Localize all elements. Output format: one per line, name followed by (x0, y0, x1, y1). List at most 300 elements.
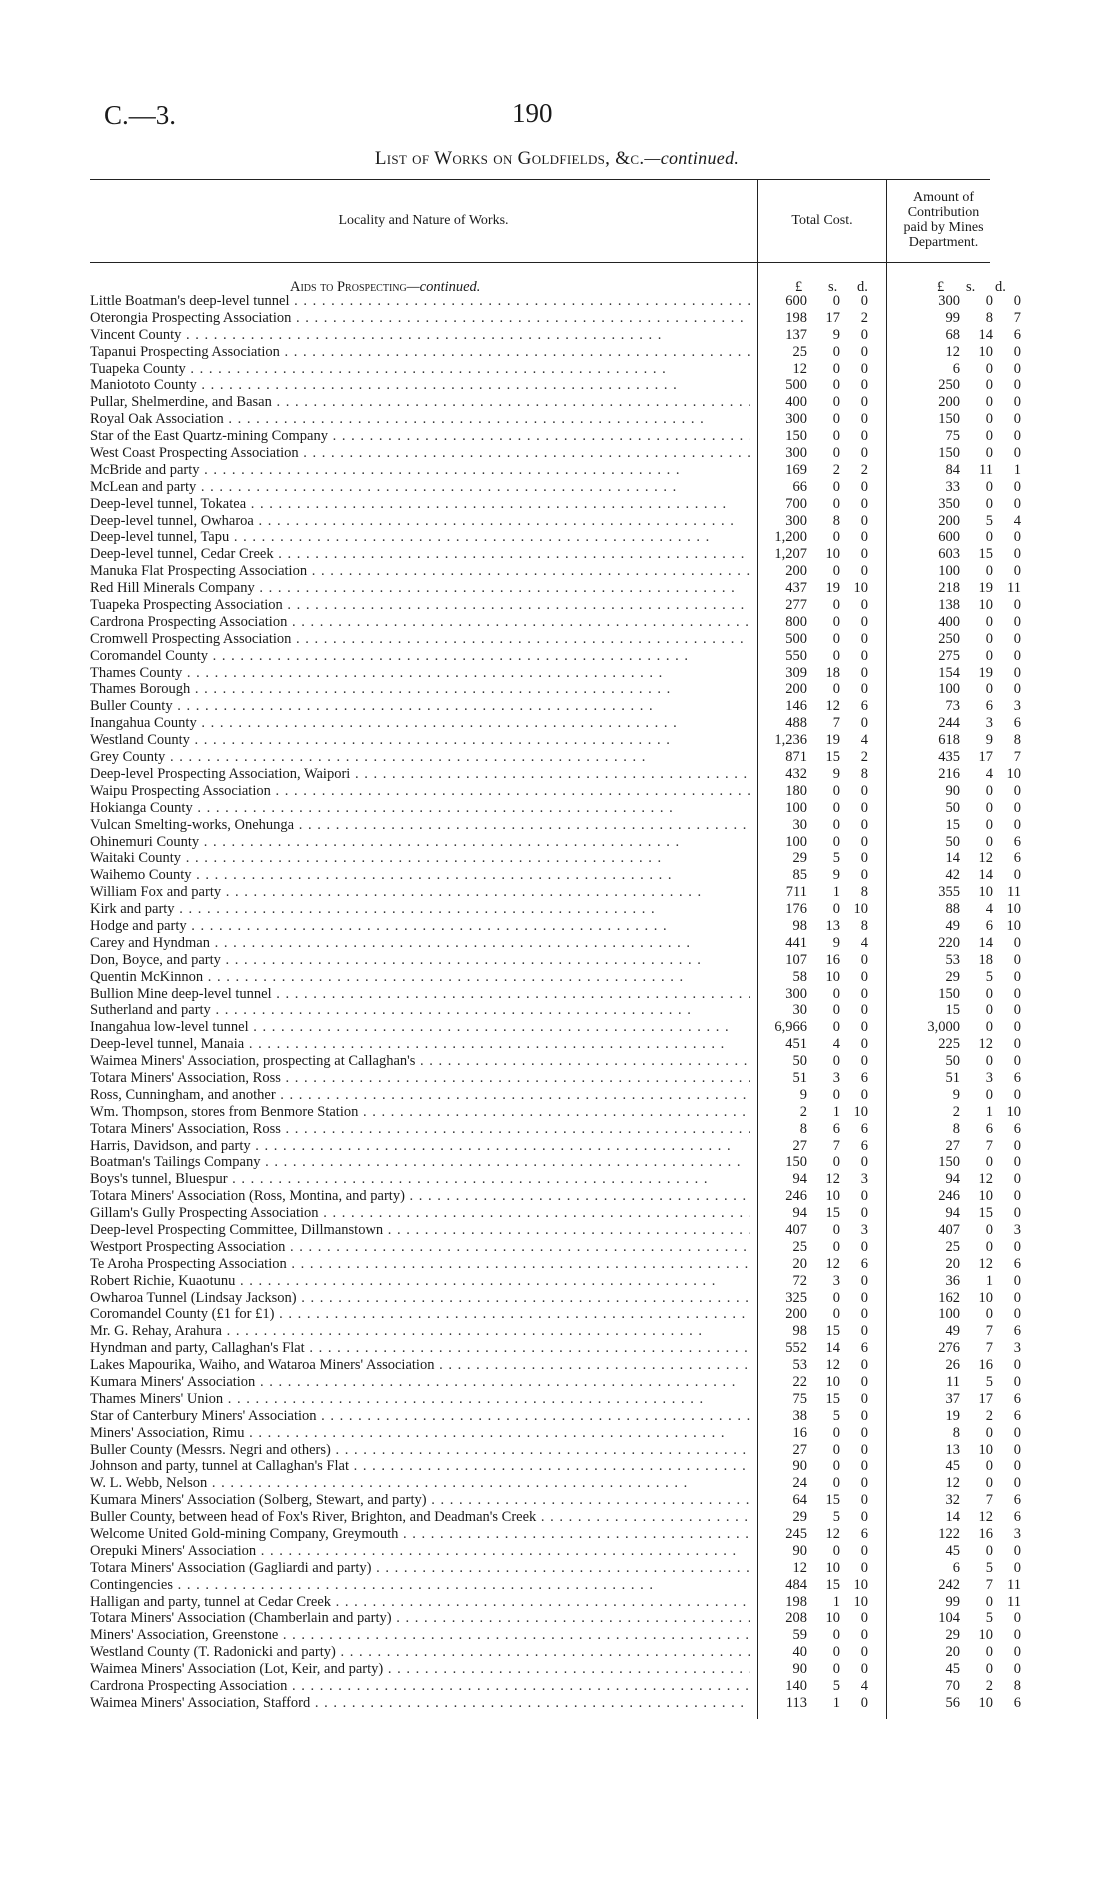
contribution-shillings: 0 (985, 681, 993, 698)
total-shillings: 10 (825, 1374, 840, 1390)
total-shilling-unit: s. (828, 279, 838, 295)
contribution-shillings: 3 (985, 1069, 993, 1086)
contribution-pence: 0 (1013, 1036, 1021, 1053)
contribution-pounds: 45 (945, 1458, 960, 1475)
total-pence: 10 (853, 1576, 868, 1593)
work-description: Orepuki Miners' Association . . (90, 1543, 750, 1560)
total-shillings: 0 (832, 1627, 840, 1644)
total-pence: 6 (860, 1255, 868, 1272)
work-description: Buller County . . (90, 698, 750, 715)
contribution-shillings: 0 (985, 1424, 993, 1441)
contribution-pounds: 100 (938, 563, 960, 580)
table-row (90, 1610, 1021, 1627)
contribution-shillings: 6 (985, 1120, 993, 1137)
table-row (90, 968, 1021, 986)
table-row (90, 326, 1021, 344)
contribution-pence: 0 (1013, 1610, 1021, 1627)
contribution-pence: 3 (1013, 1340, 1021, 1357)
table-row (90, 1154, 1021, 1171)
total-shillings: 3 (832, 1069, 840, 1086)
total-shillings: 12 (825, 1171, 840, 1188)
table-row (90, 529, 1021, 546)
contribution-pounds: 50 (945, 799, 960, 816)
contribution-pounds: 45 (945, 1542, 960, 1559)
contribution-pounds: 154 (938, 664, 960, 681)
total-shillings: 0 (832, 597, 840, 614)
contribution-pence: 4 (1013, 512, 1021, 529)
total-pounds: 484 (785, 1576, 807, 1593)
work-description: Waimea Miners' Association (Lot, Keir, and party) . . (90, 1661, 750, 1678)
total-pence: 0 (860, 968, 868, 985)
total-shillings: 12 (825, 1526, 840, 1543)
table-row (90, 934, 1021, 952)
work-description: Johnson and party, tunnel at Callaghan's Flat . . (90, 1458, 750, 1475)
work-description: Red Hill Minerals Company . . (90, 580, 750, 597)
contribution-pounds: 19 (945, 1407, 960, 1424)
total-pounds: 90 (792, 1542, 807, 1559)
table-row (90, 546, 1021, 563)
work-description: Westport Prospecting Association . . (90, 1239, 750, 1256)
contribution-pounds: 56 (945, 1694, 960, 1711)
contribution-pounds: 150 (938, 1154, 960, 1171)
contribution-shillings: 0 (985, 293, 993, 309)
total-pence: 0 (860, 1407, 868, 1424)
contribution-pounds: 150 (938, 445, 960, 462)
table-row (90, 765, 1021, 783)
contribution-pounds: 2 (952, 1103, 960, 1120)
total-pence: 0 (860, 613, 868, 630)
total-pence: 0 (860, 563, 868, 580)
work-description: Manuka Flat Prospecting Association . . (90, 563, 750, 580)
total-shillings: 10 (825, 546, 840, 563)
contribution-shillings: 19 (978, 664, 993, 681)
table-row (90, 985, 1021, 1003)
total-pence: 6 (860, 698, 868, 715)
total-pence: 10 (853, 580, 868, 597)
contribution-pence: 10 (1006, 901, 1021, 918)
total-pounds: 9 (799, 1086, 807, 1103)
total-pounds: 277 (785, 597, 807, 614)
contribution-pence: 0 (1013, 1627, 1021, 1644)
contribution-shillings: 4 (985, 765, 993, 782)
total-shillings: 0 (832, 816, 840, 833)
total-pounds: 113 (785, 1694, 807, 1711)
work-description: Vincent County . . (90, 327, 750, 344)
total-pence: 8 (860, 917, 868, 934)
table-row (90, 1120, 1021, 1138)
work-description: Welcome United Gold-mining Company, Greymouth . . (90, 1526, 750, 1543)
total-shillings: 9 (832, 765, 840, 782)
total-shillings: 0 (832, 1154, 840, 1171)
total-pounds: 22 (792, 1374, 807, 1390)
contribution-pounds: 603 (938, 546, 960, 563)
total-shillings: 18 (825, 664, 840, 681)
contribution-pounds: 300 (938, 293, 960, 309)
total-pounds: 437 (785, 580, 807, 597)
contribution-shillings: 0 (985, 1002, 993, 1019)
total-pence: 0 (860, 1272, 868, 1289)
total-pence: 10 (853, 1103, 868, 1120)
work-description: Buller County, between head of Fox's River, Brighton, and Deadman's Creek . . (90, 1509, 750, 1526)
contribution-pounds: 70 (945, 1678, 960, 1695)
total-pounds: 500 (785, 630, 807, 647)
contribution-pence: 6 (1013, 326, 1021, 343)
contribution-pence: 0 (1013, 428, 1021, 445)
contribution-pence: 0 (1013, 647, 1021, 664)
total-shillings: 1 (832, 1103, 840, 1120)
work-description: Star of the East Quartz-mining Company . . (90, 428, 750, 445)
contribution-pence: 0 (1013, 563, 1021, 580)
contribution-shillings: 2 (985, 1407, 993, 1424)
table-row (90, 1390, 1021, 1408)
work-description: Inangahua County . . (90, 715, 750, 732)
contribution-pounds: 15 (945, 1002, 960, 1019)
contribution-pence: 10 (1006, 917, 1021, 934)
total-shillings: 0 (832, 428, 840, 445)
work-description: Coromandel County . . (90, 648, 750, 665)
contribution-shillings: 0 (985, 1644, 993, 1661)
total-pence: 0 (860, 597, 868, 614)
total-shillings: 0 (832, 1002, 840, 1019)
contribution-pounds: 150 (938, 411, 960, 428)
total-pounds: 66 (792, 478, 807, 495)
total-pounds: 500 (785, 377, 807, 394)
contribution-shillings: 5 (985, 1374, 993, 1390)
total-shillings: 0 (832, 1542, 840, 1559)
work-description: Totara Miners' Association (Gagliardi and party) . . (90, 1560, 750, 1577)
contribution-pence: 3 (1013, 1221, 1021, 1238)
contribution-pence: 6 (1013, 1069, 1021, 1086)
total-pence: 0 (860, 1374, 868, 1390)
total-pounds: 30 (792, 816, 807, 833)
total-shillings: 0 (832, 799, 840, 816)
total-pence: 0 (860, 343, 868, 360)
contribution-shillings: 0 (985, 478, 993, 495)
total-pounds: 300 (785, 445, 807, 462)
total-pence: 0 (860, 326, 868, 343)
total-pence: 10 (853, 1593, 868, 1610)
contribution-pence: 0 (1013, 1188, 1021, 1205)
table-row (90, 1137, 1021, 1155)
contribution-pence: 0 (1013, 1306, 1021, 1323)
contribution-pounds: 250 (938, 630, 960, 647)
total-pence: 0 (860, 799, 868, 816)
contribution-pounds: 94 (945, 1171, 960, 1188)
contribution-shillings: 12 (978, 1509, 993, 1526)
table-row (90, 597, 1021, 614)
contribution-pence: 0 (1013, 934, 1021, 951)
contribution-shillings: 10 (978, 1441, 993, 1458)
contribution-pounds: 29 (945, 1627, 960, 1644)
contribution-shillings: 0 (985, 411, 993, 428)
total-shillings: 14 (825, 1340, 840, 1357)
total-pence: 0 (860, 293, 868, 309)
contribution-pounds: 26 (945, 1357, 960, 1374)
table-row (90, 411, 1021, 428)
work-description: Gillam's Gully Prospecting Association . . (90, 1205, 750, 1222)
total-pounds: 488 (785, 715, 807, 732)
total-pounds: 169 (785, 461, 807, 478)
contribution-pounds: 276 (938, 1340, 960, 1357)
total-pounds: 53 (792, 1357, 807, 1374)
total-pounds: 432 (785, 765, 807, 782)
contribution-shillings: 0 (985, 563, 993, 580)
work-description: McBride and party . . (90, 462, 750, 479)
total-shillings: 5 (832, 1407, 840, 1424)
table-row (90, 1424, 1021, 1442)
table-row (90, 630, 1021, 648)
total-pence: 2 (860, 309, 868, 326)
total-pounds: 325 (785, 1289, 807, 1306)
total-shillings: 0 (832, 647, 840, 664)
contribution-pence: 8 (1013, 732, 1021, 749)
contribution-pounds: 220 (938, 934, 960, 951)
total-shillings: 0 (832, 1221, 840, 1238)
contribution-shillings: 10 (978, 1289, 993, 1306)
total-shillings: 15 (825, 1390, 840, 1407)
contribution-shillings: 0 (985, 1593, 993, 1610)
table-row (90, 1306, 1021, 1323)
contribution-pence: 0 (1013, 360, 1021, 377)
total-pence: 0 (860, 377, 868, 394)
contribution-header-line: Contribution (907, 205, 980, 220)
work-description: Deep-level tunnel, Manaia . . (90, 1036, 750, 1053)
contribution-shillings: 7 (985, 1492, 993, 1509)
total-shillings: 9 (832, 867, 840, 884)
contribution-pence: 0 (1013, 1424, 1021, 1441)
contribution-pence: 10 (1006, 765, 1021, 782)
contribution-shillings: 10 (978, 1627, 993, 1644)
total-pence: 3 (860, 1221, 868, 1238)
work-description: Oterongia Prospecting Association . . (90, 310, 750, 327)
contribution-shillings: 0 (985, 1086, 993, 1103)
contribution-shillings: 0 (985, 985, 993, 1002)
table-row (90, 478, 1021, 496)
contribution-pounds: 50 (945, 833, 960, 850)
total-pounds: 98 (792, 917, 807, 934)
total-shillings: 5 (832, 1678, 840, 1695)
total-pence: 0 (860, 1644, 868, 1661)
contribution-shillings: 0 (985, 1306, 993, 1323)
total-pence: 0 (860, 546, 868, 563)
table-row (90, 901, 1021, 918)
contribution-pence: 7 (1013, 309, 1021, 326)
total-pounds: 140 (785, 1678, 807, 1695)
total-pence: 2 (860, 461, 868, 478)
total-shillings: 0 (832, 529, 840, 546)
work-description: Totara Miners' Association (Ross, Montina, and party) . . (90, 1188, 750, 1205)
total-pounds: 100 (785, 833, 807, 850)
table-row (90, 698, 1021, 715)
total-shillings: 17 (825, 309, 840, 326)
work-description: Miners' Association, Rimu . . (90, 1425, 750, 1442)
work-description: McLean and party . . (90, 479, 750, 496)
total-pounds: 50 (792, 1053, 807, 1070)
total-shillings: 12 (825, 1357, 840, 1374)
contribution-pence: 6 (1013, 833, 1021, 850)
total-shillings: 15 (825, 1323, 840, 1340)
contribution-pence: 0 (1013, 664, 1021, 681)
table-row (90, 1357, 1021, 1374)
contribution-pounds: 9 (952, 1086, 960, 1103)
total-shillings: 0 (832, 445, 840, 462)
total-shillings: 2 (832, 461, 840, 478)
contribution-pounds: 11 (946, 1374, 960, 1390)
table-row (90, 681, 1021, 698)
table-row (90, 1272, 1021, 1290)
contribution-shillings: 17 (978, 749, 993, 766)
contribution-pounds: 20 (945, 1644, 960, 1661)
total-shillings: 0 (832, 630, 840, 647)
column-header-contribution (887, 190, 1000, 250)
contribution-pounds: 12 (945, 343, 960, 360)
contribution-pounds: 50 (945, 1053, 960, 1070)
total-pounds: 25 (792, 343, 807, 360)
table-row (90, 732, 1021, 749)
total-pounds: 16 (792, 1424, 807, 1441)
section-title: Aids to Prospecting (290, 279, 407, 295)
contribution-pence: 11 (1007, 1576, 1021, 1593)
table-row (90, 1171, 1021, 1188)
total-pence: 0 (860, 782, 868, 799)
total-shillings: 0 (832, 377, 840, 394)
contribution-shillings: 6 (985, 917, 993, 934)
total-shillings: 5 (832, 1509, 840, 1526)
total-pounds: 208 (785, 1610, 807, 1627)
contribution-pounds: 3,000 (927, 1019, 960, 1036)
total-pence: 0 (860, 867, 868, 884)
contribution-pounds: 49 (945, 1323, 960, 1340)
contribution-shillings: 16 (978, 1526, 993, 1543)
total-pounds: 72 (792, 1272, 807, 1289)
total-pounds: 180 (785, 782, 807, 799)
total-shillings: 0 (832, 495, 840, 512)
table-row (90, 1323, 1021, 1340)
total-shillings: 4 (832, 1036, 840, 1053)
contribution-pence: 0 (1013, 1002, 1021, 1019)
total-shillings: 0 (832, 833, 840, 850)
table-row (90, 1576, 1021, 1594)
contribution-pounds: 6 (952, 360, 960, 377)
total-shillings: 0 (832, 782, 840, 799)
contribution-shillings: 9 (985, 732, 993, 749)
contribution-shillings: 7 (985, 1137, 993, 1154)
total-pounds: 309 (785, 664, 807, 681)
section-continued: —continued. (406, 279, 481, 295)
total-shillings: 19 (825, 732, 840, 749)
contribution-shillings: 0 (985, 1019, 993, 1036)
total-pounds: 8 (799, 1120, 807, 1137)
work-description: Totara Miners' Association (Chamberlain and party) . . (90, 1610, 750, 1627)
total-pounds: 300 (785, 411, 807, 428)
contribution-shillings: 2 (985, 1678, 993, 1695)
total-pence-unit: d. (857, 279, 868, 295)
work-description: Contingencies . . (90, 1577, 750, 1594)
contribution-pounds: 14 (945, 1509, 960, 1526)
contribution-shillings: 10 (978, 597, 993, 614)
contribution-pounds: 94 (945, 1205, 960, 1222)
total-pounds: 30 (792, 1002, 807, 1019)
table-row (90, 1103, 1021, 1121)
total-pence: 0 (860, 428, 868, 445)
total-shillings: 0 (832, 1289, 840, 1306)
total-pence: 0 (860, 1661, 868, 1678)
contribution-pounds: 29 (945, 968, 960, 985)
work-description: Deep-level tunnel, Owharoa . . (90, 513, 750, 530)
table-row (90, 1542, 1021, 1560)
total-shillings: 0 (832, 681, 840, 698)
contribution-pounds: 138 (938, 597, 960, 614)
table-row (90, 1086, 1021, 1104)
total-pence: 0 (860, 664, 868, 681)
total-pence: 8 (860, 884, 868, 901)
contribution-shillings: 17 (978, 1390, 993, 1407)
total-pence: 4 (860, 732, 868, 749)
table-row (90, 343, 1021, 361)
work-description: Pullar, Shelmerdine, and Basan . . (90, 394, 750, 411)
contribution-pence: 0 (1013, 613, 1021, 630)
contribution-shillings: 15 (978, 1205, 993, 1222)
contribution-shillings: 0 (985, 445, 993, 462)
contribution-pounds: 216 (938, 765, 960, 782)
total-shillings: 1 (832, 1694, 840, 1711)
total-shillings: 7 (832, 1137, 840, 1154)
contribution-shillings: 7 (985, 1323, 993, 1340)
contribution-pence: 0 (1013, 495, 1021, 512)
contribution-pounds: 20 (945, 1255, 960, 1272)
total-pounds: 98 (792, 1323, 807, 1340)
total-pounds: 200 (785, 681, 807, 698)
total-pence: 0 (860, 1205, 868, 1222)
contribution-shillings: 5 (985, 1559, 993, 1576)
contribution-shillings: 5 (985, 968, 993, 985)
contribution-shillings: 8 (985, 309, 993, 326)
table-row (90, 664, 1021, 682)
work-description: Hodge and party . . (90, 918, 750, 935)
total-pence: 0 (860, 681, 868, 698)
total-shillings: 0 (832, 1019, 840, 1036)
work-description: Lakes Mapourika, Waiho, and Wataroa Miners' Association . . (90, 1357, 750, 1374)
total-pounds: 58 (792, 968, 807, 985)
total-pounds: 27 (792, 1441, 807, 1458)
contribution-shillings: 0 (985, 647, 993, 664)
work-description: Waitaki County . . (90, 850, 750, 867)
contribution-pounds: 8 (952, 1120, 960, 1137)
total-pence: 0 (860, 833, 868, 850)
total-shillings: 15 (825, 1576, 840, 1593)
contribution-pence: 11 (1007, 580, 1021, 597)
work-description: Deep-level tunnel, Tokatea . . (90, 496, 750, 513)
work-description: Deep-level tunnel, Tapu . . (90, 529, 750, 546)
total-pence: 0 (860, 445, 868, 462)
total-shillings: 0 (832, 1458, 840, 1475)
total-shillings: 0 (832, 1306, 840, 1323)
table-row (90, 309, 1021, 327)
contribution-pounds: 12 (945, 1475, 960, 1492)
contribution-pounds: 90 (945, 782, 960, 799)
table-row (90, 428, 1021, 445)
contribution-pounds: 104 (938, 1610, 960, 1627)
total-pounds: 12 (792, 1559, 807, 1576)
table-row (90, 512, 1021, 530)
total-pounds: 552 (785, 1340, 807, 1357)
work-description: Grey County . . (90, 749, 750, 766)
total-shillings: 0 (832, 1238, 840, 1255)
total-shillings: 0 (832, 1053, 840, 1070)
work-description: Harris, Davidson, and party . . (90, 1138, 750, 1155)
work-description: Totara Miners' Association, Ross . . (90, 1121, 750, 1138)
table-top-rule (90, 179, 990, 180)
